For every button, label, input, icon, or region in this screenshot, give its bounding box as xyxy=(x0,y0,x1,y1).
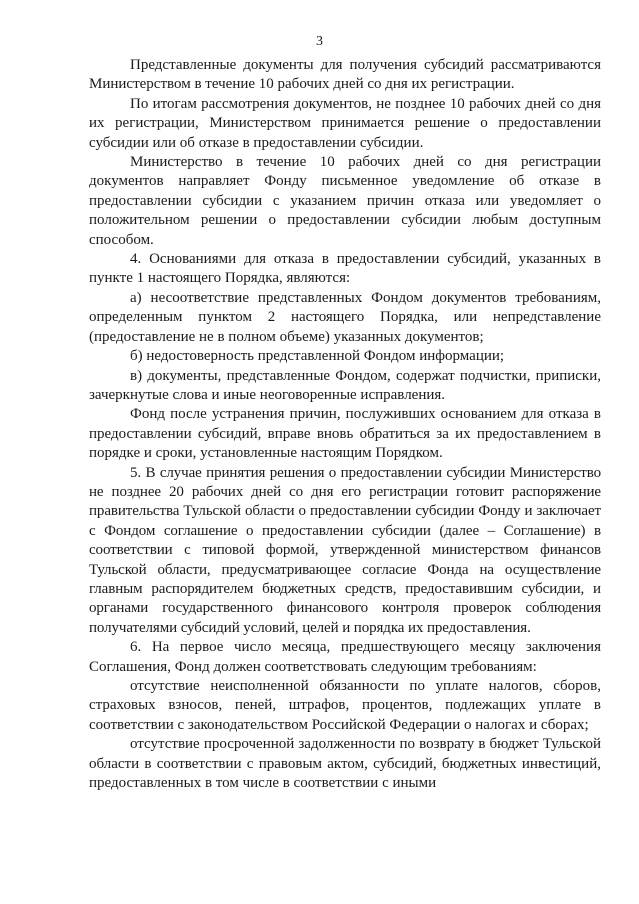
paragraph-ground-a: а) несоответствие представленных Фондом документов требованиям, определенным пунктом 2 настоящего Порядка, или непредставление (предоставление не в полном объеме) указанных документов; xyxy=(89,289,601,345)
paragraph-decision: По итогам рассмотрения документов, не позднее 10 рабочих дней со дня их регистрации, Министерством принимается решение о предоставлении субсидии или об отказе в предоставлении субсидии. xyxy=(89,95,601,151)
page-number: 3 xyxy=(316,34,323,49)
paragraph-refusal-grounds: 4. Основаниями для отказа в предоставлении субсидий, указанных в пункте 1 настоящего Порядка, являются: xyxy=(89,251,601,287)
paragraph-reapply: Фонд после устранения причин, послуживших основанием для отказа в предоставлении субсидий, вправе вновь обратиться за их предоставлением в порядке и сроки, установленные настоящим Порядком. xyxy=(89,406,601,462)
paragraph-agreement: 5. В случае принятия решения о предоставлении субсидии Министерство не позднее 20 рабочих дней со дня его регистрации готовит распоряжение правительства Тульской области о предоставлении субсидии Фонду и заключает с Фондом соглашение о предоставлении субсидии (далее – Соглашение) в соответствии с типовой формой, утвержденной министерством финансов Тульской области, предусматривающее согласие Фонда на осуществление главным распорядителем бюджетных средств, предоставившим субсидии, и органами государственного финансового контроля проверок соблюдения получателями субсидий условий, целей и порядка их предоставления. xyxy=(89,464,601,636)
document-body xyxy=(89,56,601,793)
paragraph-notification: Министерство в течение 10 рабочих дней со дня регистрации документов направляет Фонду письменное уведомление об отказе в предоставлении субсидии с указанием причин отказа или уведомляет о положительном решении о предоставлении субсидии любым доступным способом. xyxy=(89,154,601,248)
paragraph-documents-review: Представленные документы для получения субсидий рассматриваются Министерством в течение 10 рабочих дней со дня их регистрации. xyxy=(89,57,601,93)
paragraph-ground-b: б) недостоверность представленной Фондом информации; xyxy=(130,348,505,365)
paragraph-no-overdue-debt: отсутствие просроченной задолженности по возврату в бюджет Тульской области в соответствии с правовым актом, субсидий, бюджетных инвестиций, предоставленных в том числе в соответствии с иными xyxy=(89,736,601,792)
paragraph-ground-c: в) документы, представленные Фондом, содержат подчистки, приписки, зачеркнутые слова и иные неоговоренные исправления. xyxy=(89,367,601,403)
paragraph-no-tax-debt: отсутствие неисполненной обязанности по уплате налогов, сборов, страховых взносов, пеней, штрафов, процентов, подлежащих уплате в соответствии с законодательством Российской Федерации о налогах и сборах; xyxy=(89,678,601,733)
paragraph-requirements: 6. На первое число месяца, предшествующего месяцу заключения Соглашения, Фонд должен соответствовать следующим требованиям: xyxy=(89,639,601,675)
